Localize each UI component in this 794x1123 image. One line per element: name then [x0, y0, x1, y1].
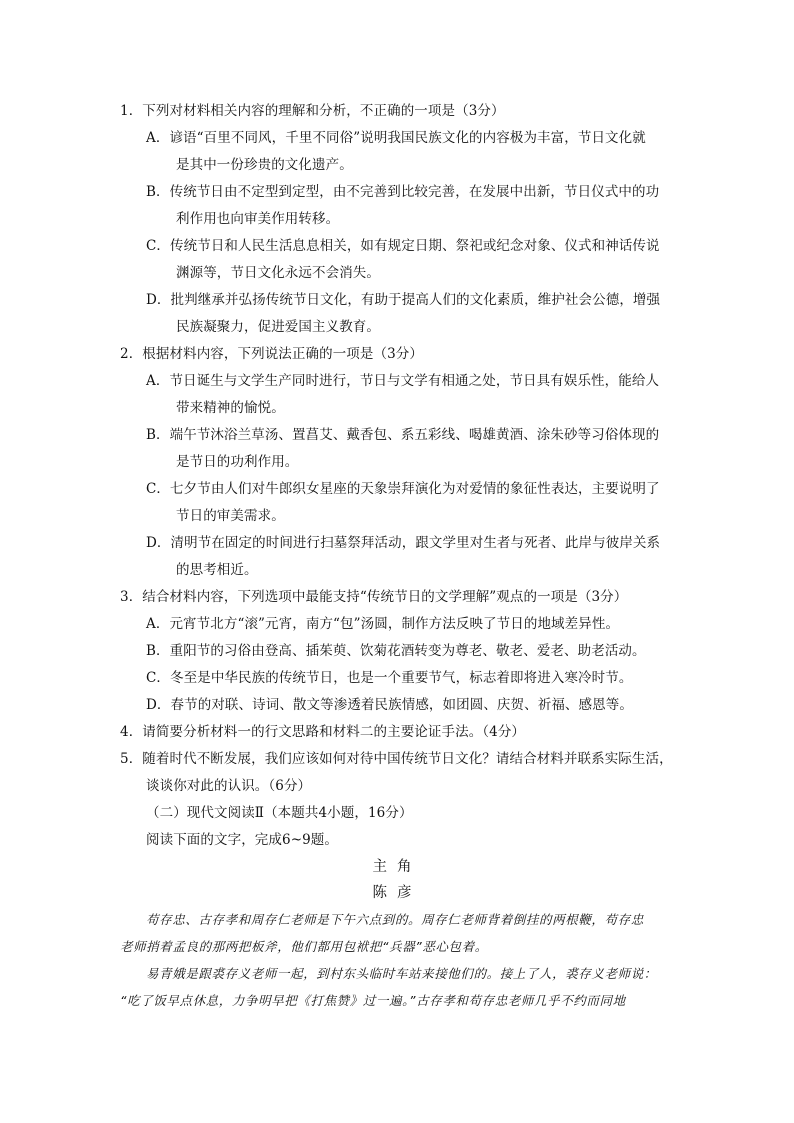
question-3-stem: 3．结合材料内容，下列选项中最能支持“传统节日的文学理解”观点的一项是（3分） [120, 589, 628, 605]
story-author: 陈彦 [372, 885, 422, 901]
q1-option-d: D．批判继承并弘扬传统节日文化，有助于提高人们的文化素质，维护社会公德，增强 [146, 292, 661, 308]
q1-option-c-cont: 渊源等，节日文化永远不会消失。 [176, 265, 380, 281]
q1-option-d-cont: 民族凝聚力，促进爱国主义教育。 [176, 319, 380, 335]
question-5-stem-cont: 谈谈你对此的认识。（6分） [146, 778, 312, 794]
q3-option-b: B．重阳节的习俗由登高、插茱萸、饮菊花酒转变为尊老、敬老、爱老、助老活动。 [146, 643, 646, 659]
question-4-stem: 4．请简要分析材料一的行文思路和材料二的主要论证手法。（4分） [120, 724, 526, 740]
question-2-stem: 2．根据材料内容，下列说法正确的一项是（3分） [120, 346, 423, 362]
q2-option-c-cont: 节日的审美需求。 [176, 508, 285, 524]
q2-option-b-cont: 是节日的功利作用。 [176, 454, 299, 470]
q1-option-c: C．传统节日和人民生活息息相关，如有规定日期、祭祀或纪念对象、仪式和神话传说 [146, 238, 660, 254]
q2-option-b: B．端午节沐浴兰草汤、置菖艾、戴香包、系五彩线、喝雄黄酒、涂朱砂等习俗体现的 [146, 427, 660, 443]
q1-option-a: A．谚语“百里不同风，千里不同俗”说明我国民族文化的内容极为丰富，节日文化就 [146, 130, 646, 146]
question-5-stem: 5．随着时代不断发展，我们应该如何对待中国传统节日文化？请结合材料并联系实际生活， [120, 751, 673, 767]
q3-option-c: C．冬至是中华民族的传统节日，也是一个重要节气，标志着即将进入寒冷时节。 [146, 670, 633, 686]
section-instruction: 阅读下面的文字，完成6~9题。 [146, 832, 338, 848]
q2-option-d-cont: 的思考相近。 [176, 562, 258, 578]
q2-option-a: A．节日诞生与文学生产同时进行，节日与文学有相通之处，节日具有娱乐性，能给人 [146, 373, 660, 389]
story-paragraph-2: 易青娥是跟裘存义老师一起，到村东头临时车站来接他们的。接上了人，裘存义老师说： [146, 966, 657, 981]
q1-option-a-cont: 是其中一份珍贵的文化遗产。 [176, 157, 353, 173]
story-paragraph-1: 苟存忠、古存孝和周存仁老师是下午六点到的。周存仁老师背着倒挂的两根鞭，苟存忠 [146, 912, 644, 927]
story-paragraph-1-cont: 老师捎着孟良的那两把板斧，他们都用包袱把“兵器”恶心包着。 [120, 939, 488, 954]
story-title: 主角 [372, 859, 422, 875]
q2-option-d: D．清明节在固定的时间进行扫墓祭拜活动，跟文学里对生者与死者、此岸与彼岸关系 [146, 535, 661, 551]
q3-option-d: D．春节的对联、诗词、散文等渗透着民族情感，如团圆、庆贺、祈福、感恩等。 [146, 697, 633, 713]
section-heading: （二）现代文阅读Ⅱ（本题共4小题，16分） [146, 805, 413, 821]
q3-option-a: A．元宵节北方“滚”元宵，南方“包”汤圆，制作方法反映了节日的地域差异性。 [146, 616, 620, 632]
q1-option-b-cont: 利作用也向审美作用转移。 [176, 211, 340, 227]
story-paragraph-2-cont: “吃了饭早点休息，力争明早把《打焦赞》过一遍。”古存孝和苟存忠老师几乎不约而同地 [120, 993, 626, 1008]
q1-option-b: B．传统节日由不定型到定型，由不完善到比较完善，在发展中出新，节日仪式中的功 [146, 184, 660, 200]
question-1-stem: 1．下列对材料相关内容的理解和分析，不正确的一项是（3分） [120, 103, 505, 119]
q2-option-c: C．七夕节由人们对牛郎织女星座的天象崇拜演化为对爱情的象征性表达，主要说明了 [146, 481, 660, 497]
q2-option-a-cont: 带来精神的愉悦。 [176, 400, 285, 416]
